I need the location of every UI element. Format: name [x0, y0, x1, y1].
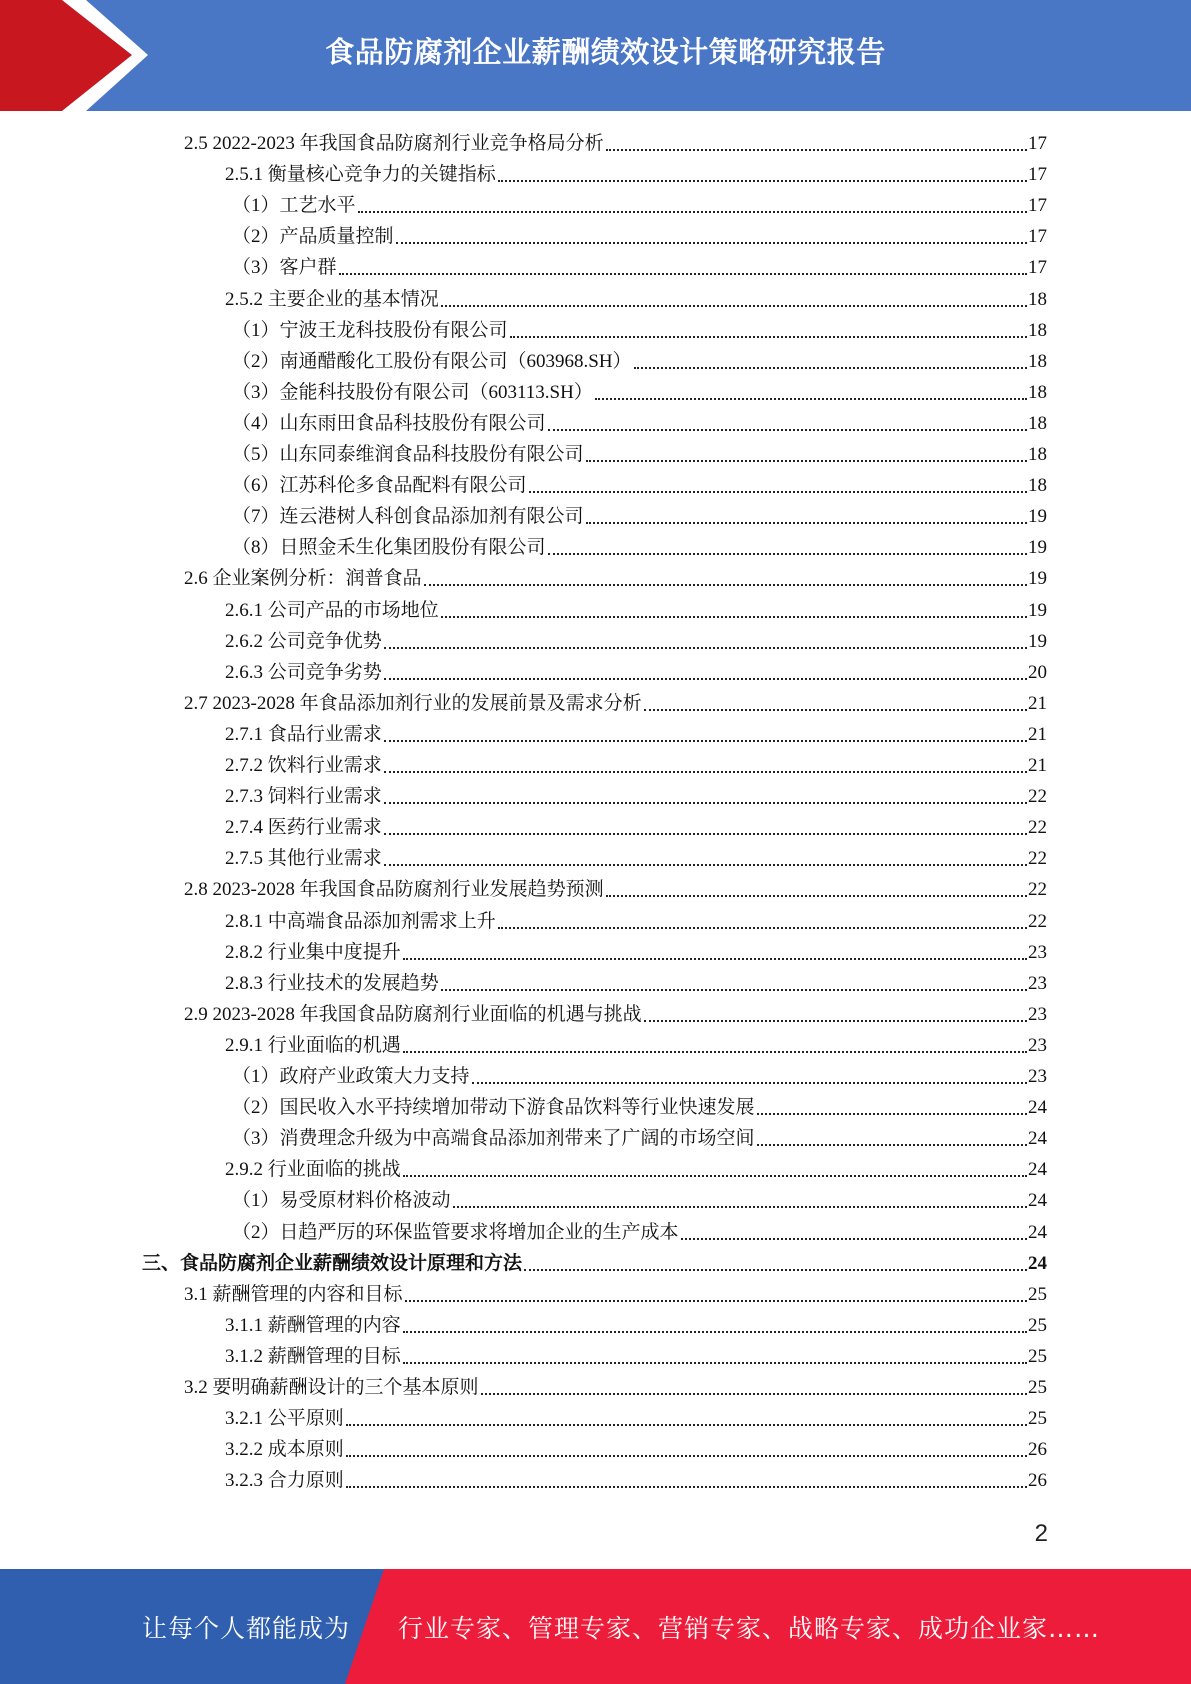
toc-entry[interactable]	[184, 563, 1047, 591]
toc-entry[interactable]	[225, 1403, 1047, 1431]
toc-dot-leader	[384, 831, 1027, 835]
toc-entry[interactable]	[232, 346, 1047, 374]
toc-entry-title: 2.8.1 中高端食品添加剂需求上升	[225, 911, 496, 932]
toc-entry-title: 3.2 要明确薪酬设计的三个基本原则	[184, 1377, 479, 1398]
toc-entry-page: 18	[1028, 413, 1047, 434]
toc-entry[interactable]	[225, 812, 1047, 840]
toc-entry-page: 19	[1028, 568, 1047, 589]
toc-entry[interactable]	[232, 501, 1047, 529]
toc-entry[interactable]	[232, 1061, 1047, 1089]
toc-entry-title: 3.1.2 薪酬管理的目标	[225, 1346, 401, 1367]
toc-dot-leader	[358, 209, 1027, 213]
toc-entry[interactable]	[232, 315, 1047, 343]
toc-entry-title: 2.6.2 公司竞争优势	[225, 631, 382, 652]
toc-dot-leader	[396, 240, 1027, 244]
toc-entry-title: 2.9.1 行业面临的机遇	[225, 1035, 401, 1056]
toc-entry-page: 24	[1028, 1159, 1047, 1180]
toc-entry[interactable]	[225, 937, 1047, 965]
toc-entry-title: 2.8 2023-2028 年我国食品防腐剂行业发展趋势预测	[184, 879, 604, 900]
footer-slogan-left: 让每个人都能成为	[142, 1614, 351, 1643]
toc-dot-leader	[424, 582, 1027, 586]
toc-dot-leader	[681, 1236, 1027, 1240]
toc-entry-title: 2.5 2022-2023 年我国食品防腐剂行业竞争格局分析	[184, 133, 604, 154]
toc-entry-page: 22	[1028, 817, 1047, 838]
toc-entry-page: 23	[1028, 1035, 1047, 1056]
toc-entry-page: 17	[1028, 164, 1047, 185]
toc-entry[interactable]	[184, 999, 1047, 1027]
toc-entry[interactable]	[184, 1372, 1047, 1400]
toc-dot-leader	[346, 1453, 1027, 1457]
toc-entry[interactable]	[184, 1279, 1047, 1307]
toc-dot-leader	[441, 614, 1027, 618]
toc-dot-leader	[548, 427, 1027, 431]
toc-entry[interactable]	[225, 159, 1047, 187]
toc-entry-title: 2.6.1 公司产品的市场地位	[225, 600, 439, 621]
toc-entry[interactable]	[225, 906, 1047, 934]
toc-dot-leader	[606, 147, 1027, 151]
toc-entry-title: （5）山东同泰维润食品科技股份有限公司	[232, 444, 584, 465]
toc-entry-title: （1）工艺水平	[232, 195, 356, 216]
toc-dot-leader	[384, 769, 1027, 773]
toc-entry-page: 18	[1028, 351, 1047, 372]
toc-dot-leader	[384, 676, 1027, 680]
toc-dot-leader	[510, 334, 1027, 338]
toc-entry-title: （7）连云港树人科创食品添加剂有限公司	[232, 506, 584, 527]
toc-dot-leader	[346, 1484, 1027, 1488]
toc-entry[interactable]	[232, 377, 1047, 405]
toc-entry-title: （2）国民收入水平持续增加带动下游食品饮料等行业快速发展	[232, 1097, 755, 1118]
toc-entry[interactable]	[232, 408, 1047, 436]
toc-entry-page: 18	[1028, 444, 1047, 465]
toc-entry[interactable]	[142, 1248, 1047, 1276]
toc-entry[interactable]	[232, 532, 1047, 560]
toc-entry[interactable]	[225, 657, 1047, 685]
toc-dot-leader	[346, 1422, 1027, 1426]
toc-entry-page: 25	[1028, 1346, 1047, 1367]
toc-dot-leader	[403, 1360, 1027, 1364]
toc-entry-page: 21	[1028, 755, 1047, 776]
toc-entry-title: 2.9 2023-2028 年我国食品防腐剂行业面临的机遇与挑战	[184, 1004, 642, 1025]
toc-dot-leader	[384, 800, 1027, 804]
toc-entry-title: （8）日照金禾生化集团股份有限公司	[232, 537, 546, 558]
toc-entry-page: 24	[1028, 1128, 1047, 1149]
toc-entry[interactable]	[225, 1154, 1047, 1182]
toc-entry-page: 21	[1028, 693, 1047, 714]
toc-entry[interactable]	[225, 1341, 1047, 1369]
toc-entry-page: 19	[1028, 631, 1047, 652]
toc-entry[interactable]	[232, 439, 1047, 467]
toc-entry-page: 18	[1028, 320, 1047, 341]
toc-entry-page: 17	[1028, 195, 1047, 216]
toc-entry-page: 21	[1028, 724, 1047, 745]
toc-entry-title: 三、食品防腐剂企业薪酬绩效设计原理和方法	[142, 1253, 523, 1274]
toc-dot-leader	[384, 862, 1027, 866]
toc-dot-leader	[548, 551, 1027, 555]
toc-entry-title: 2.7.5 其他行业需求	[225, 848, 382, 869]
toc-entry-page: 24	[1028, 1253, 1047, 1274]
toc-entry-page: 23	[1028, 1066, 1047, 1087]
toc-dot-leader	[403, 956, 1027, 960]
toc-entry-page: 23	[1028, 973, 1047, 994]
toc-dot-leader	[472, 1080, 1027, 1084]
toc-dot-leader	[403, 1173, 1027, 1177]
toc-entry[interactable]	[184, 128, 1047, 156]
toc-entry-page: 26	[1028, 1470, 1047, 1491]
toc-entry-title: 2.8.2 行业集中度提升	[225, 942, 401, 963]
toc-entry-page: 25	[1028, 1284, 1047, 1305]
toc-dot-leader	[634, 365, 1027, 369]
toc-entry[interactable]	[232, 1092, 1047, 1120]
toc-entry-title: （1）易受原材料价格波动	[232, 1190, 451, 1211]
toc-entry[interactable]	[184, 688, 1047, 716]
toc-entry-title: 2.6.3 公司竞争劣势	[225, 662, 382, 683]
toc-entry[interactable]	[232, 1185, 1047, 1213]
toc-entry[interactable]	[225, 781, 1047, 809]
toc-entry-page: 24	[1028, 1190, 1047, 1211]
toc-entry-page: 19	[1028, 537, 1047, 558]
toc-entry-page: 17	[1028, 133, 1047, 154]
toc-dot-leader	[644, 1018, 1027, 1022]
toc-entry-page: 23	[1028, 1004, 1047, 1025]
toc-entry[interactable]	[232, 252, 1047, 280]
toc-entry-page: 17	[1028, 257, 1047, 278]
page-header	[0, 0, 1191, 111]
toc-entry-title: 3.2.3 合力原则	[225, 1470, 344, 1491]
toc-entry-title: （2）南通醋酸化工股份有限公司（603968.SH）	[232, 351, 632, 372]
toc-entry-page: 22	[1028, 879, 1047, 900]
toc-dot-leader	[586, 458, 1027, 462]
toc-entry-title: 3.2.1 公平原则	[225, 1408, 344, 1429]
toc-entry-title: 2.9.2 行业面临的挑战	[225, 1159, 401, 1180]
toc-dot-leader	[384, 738, 1027, 742]
toc-dot-leader	[529, 489, 1027, 493]
toc-entry-page: 18	[1028, 382, 1047, 403]
toc-entry[interactable]	[225, 719, 1047, 747]
toc-entry-title: （3）消费理念升级为中高端食品添加剂带来了广阔的市场空间	[232, 1128, 755, 1149]
toc-entry-page: 26	[1028, 1439, 1047, 1460]
toc-entry[interactable]	[225, 750, 1047, 778]
toc-entry-title: 2.7.1 食品行业需求	[225, 724, 382, 745]
toc-entry-title: 2.6 企业案例分析：润普食品	[184, 568, 422, 589]
toc-entry-title: （4）山东雨田食品科技股份有限公司	[232, 413, 546, 434]
toc-entry-title: （6）江苏科伦多食品配料有限公司	[232, 475, 527, 496]
toc-dot-leader	[481, 1391, 1027, 1395]
toc-entry-title: 2.5.1 衡量核心竞争力的关键指标	[225, 164, 496, 185]
toc-dot-leader	[403, 1329, 1027, 1333]
page-footer	[0, 1569, 1191, 1684]
toc-dot-leader	[403, 1049, 1027, 1053]
toc-dot-leader	[441, 987, 1027, 991]
toc-dot-leader	[405, 1298, 1027, 1302]
toc-entry-title: 2.7.2 饮料行业需求	[225, 755, 382, 776]
toc-entry[interactable]	[225, 1310, 1047, 1338]
toc-entry-title: （2）日趋严厉的环保监管要求将增加企业的生产成本	[232, 1222, 679, 1243]
toc-entry-page: 19	[1028, 506, 1047, 527]
toc-entry[interactable]	[232, 190, 1047, 218]
toc-entry[interactable]	[232, 1123, 1047, 1151]
toc-dot-leader	[586, 520, 1027, 524]
toc-entry-page: 24	[1028, 1222, 1047, 1243]
toc-entry-title: 2.7 2023-2028 年食品添加剂行业的发展前景及需求分析	[184, 693, 642, 714]
toc-entry[interactable]	[225, 1434, 1047, 1462]
toc-entry[interactable]	[225, 626, 1047, 654]
toc-entry-page: 17	[1028, 226, 1047, 247]
toc-dot-leader	[595, 396, 1027, 400]
toc-entry-page: 18	[1028, 475, 1047, 496]
toc-entry-page: 19	[1028, 600, 1047, 621]
toc-dot-leader	[644, 707, 1027, 711]
toc-entry-title: 3.1.1 薪酬管理的内容	[225, 1315, 401, 1336]
toc-entry-page: 24	[1028, 1097, 1047, 1118]
toc-entry-title: （3）客户群	[232, 257, 337, 278]
footer-slogan-right: 行业专家、管理专家、营销专家、战略专家、成功企业家……	[398, 1614, 1101, 1643]
toc-entry[interactable]	[232, 221, 1047, 249]
toc-entry-page: 22	[1028, 848, 1047, 869]
toc-entry-title: （1）宁波王龙科技股份有限公司	[232, 320, 508, 341]
toc-entry-page: 23	[1028, 942, 1047, 963]
toc-dot-leader	[524, 1267, 1027, 1271]
toc-entry-title: 2.5.2 主要企业的基本情况	[225, 289, 439, 310]
toc-entry-page: 20	[1028, 662, 1047, 683]
toc-dot-leader	[757, 1142, 1027, 1146]
toc-dot-leader	[606, 893, 1027, 897]
toc-entry-page: 25	[1028, 1408, 1047, 1429]
toc-entry[interactable]	[225, 1030, 1047, 1058]
toc-entry[interactable]	[232, 1217, 1047, 1245]
toc-entry[interactable]	[225, 595, 1047, 623]
toc-entry[interactable]	[225, 843, 1047, 871]
toc-entry-title: （1）政府产业政策大力支持	[232, 1066, 470, 1087]
toc-dot-leader	[498, 178, 1027, 182]
toc-entry-title: 2.7.3 饲料行业需求	[225, 786, 382, 807]
toc-entry-title: 3.2.2 成本原则	[225, 1439, 344, 1460]
document-title: 食品防腐剂企业薪酬绩效设计策略研究报告	[325, 34, 886, 69]
toc-entry-page: 25	[1028, 1377, 1047, 1398]
toc-entry-page: 25	[1028, 1315, 1047, 1336]
toc-dot-leader	[757, 1111, 1027, 1115]
toc-entry[interactable]	[225, 284, 1047, 312]
toc-dot-leader	[384, 645, 1027, 649]
toc-entry-title: 3.1 薪酬管理的内容和目标	[184, 1284, 403, 1305]
toc-dot-leader	[498, 925, 1027, 929]
toc-entry-title: 2.8.3 行业技术的发展趋势	[225, 973, 439, 994]
toc-entry-page: 22	[1028, 786, 1047, 807]
toc-entry-page: 22	[1028, 911, 1047, 932]
toc-dot-leader	[339, 271, 1027, 275]
toc-dot-leader	[453, 1204, 1027, 1208]
toc-dot-leader	[441, 303, 1027, 307]
page-number: 2	[1034, 1520, 1048, 1547]
toc-entry-title: 2.7.4 医药行业需求	[225, 817, 382, 838]
toc-entry-page: 18	[1028, 289, 1047, 310]
toc-entry[interactable]	[232, 470, 1047, 498]
toc-entry[interactable]	[225, 1465, 1047, 1493]
toc-entry-title: （3）金能科技股份有限公司（603113.SH）	[232, 382, 593, 403]
toc-entry[interactable]	[225, 968, 1047, 996]
toc-entry-title: （2）产品质量控制	[232, 226, 394, 247]
toc-entry[interactable]	[184, 874, 1047, 902]
